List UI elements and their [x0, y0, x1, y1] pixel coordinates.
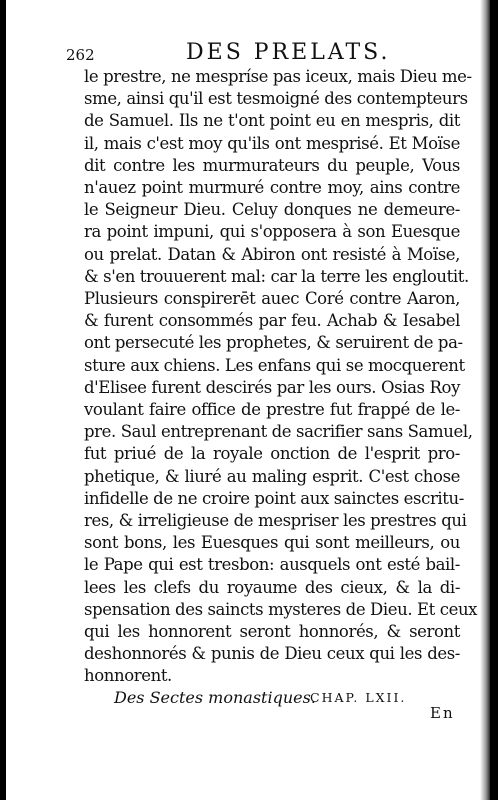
- page-gutter-shadow: [480, 0, 490, 800]
- text-line: & s'en trouuerent mal: car la terre les engloutit.: [84, 266, 469, 286]
- text-line: n'auez point murmuré contre moy, ains contre: [84, 178, 460, 198]
- text-line: pre. Saul entreprenant de sacrifier sans Samuel,: [84, 422, 473, 442]
- text-line: d'Elisee furent descirés par les ours. Osias Roy: [84, 377, 460, 397]
- text-line: fut priué de la royale onction de l'esprit pro-: [84, 444, 460, 464]
- text-line: honnorent.: [84, 666, 172, 686]
- catchword: En: [430, 704, 455, 722]
- text-line: & furent consommés par feu. Achab & Iesabel: [84, 311, 460, 331]
- text-line: il, mais c'est moy qu'ils ont mesprisé. Et Moïse: [84, 133, 460, 153]
- text-line: phetique, & liuré au maling esprit. C'est chose: [84, 466, 460, 486]
- text-line: voulant faire office de prestre fut frappé de le-: [84, 400, 460, 420]
- text-line: res, & irreligieuse de mespriser les prestres qui: [84, 511, 467, 531]
- footer-chapter-label: CHAP. LXII.: [310, 690, 407, 705]
- text-line: qui les honnorent seront honnorés, & seront: [84, 622, 460, 642]
- book-page: [6, 0, 490, 800]
- running-head: DES PRELATS.: [186, 40, 391, 65]
- text-line: dit contre les murmurateurs du peuple, Vous: [84, 155, 460, 175]
- text-line: deshonnorés & punis de Dieu ceux qui les des-: [84, 644, 460, 664]
- text-line: ont persecuté les prophetes, & seruirent de pa-: [84, 333, 463, 353]
- text-line: le Pape qui est tresbon: ausquels ont esté bail-: [84, 555, 460, 575]
- text-line: Plusieurs conspirerēt auec Coré contre Aaron,: [84, 289, 460, 309]
- text-line: sont bons, les Euesques qui sont meilleurs, ou: [84, 533, 460, 553]
- text-line: de Samuel. Ils ne t'ont point eu en mespris, dit: [84, 111, 460, 131]
- text-line: spensation des saincts mysteres de Dieu. Et ceux: [84, 599, 478, 619]
- page-footer: [6, 684, 490, 714]
- text-line: sme, ainsi qu'il est tesmoigné des contempteurs: [84, 89, 468, 109]
- body-text: [84, 66, 478, 688]
- text-line: infidelle de ne croire point aux sainctes escritu-: [84, 488, 464, 508]
- text-line: le Seigneur Dieu. Celuy donques ne demeure-: [84, 200, 460, 220]
- page-number: 262: [66, 46, 95, 64]
- text-line: sture aux chiens. Les enfans qui se mocquerent: [84, 355, 465, 375]
- text-line: ou prelat. Datan & Abiron ont resisté à Moïse,: [84, 244, 460, 264]
- text-line: lees les clefs du royaume des cieux, & la di-: [84, 577, 460, 597]
- footer-section-title: Des Sectes monastiques.: [114, 688, 316, 707]
- text-line: le prestre, ne mespríse pas iceux, mais Dieu me-: [84, 67, 472, 86]
- text-line: ra point impuni, qui s'opposera à son Euesque: [84, 222, 460, 242]
- page-header: [6, 40, 490, 68]
